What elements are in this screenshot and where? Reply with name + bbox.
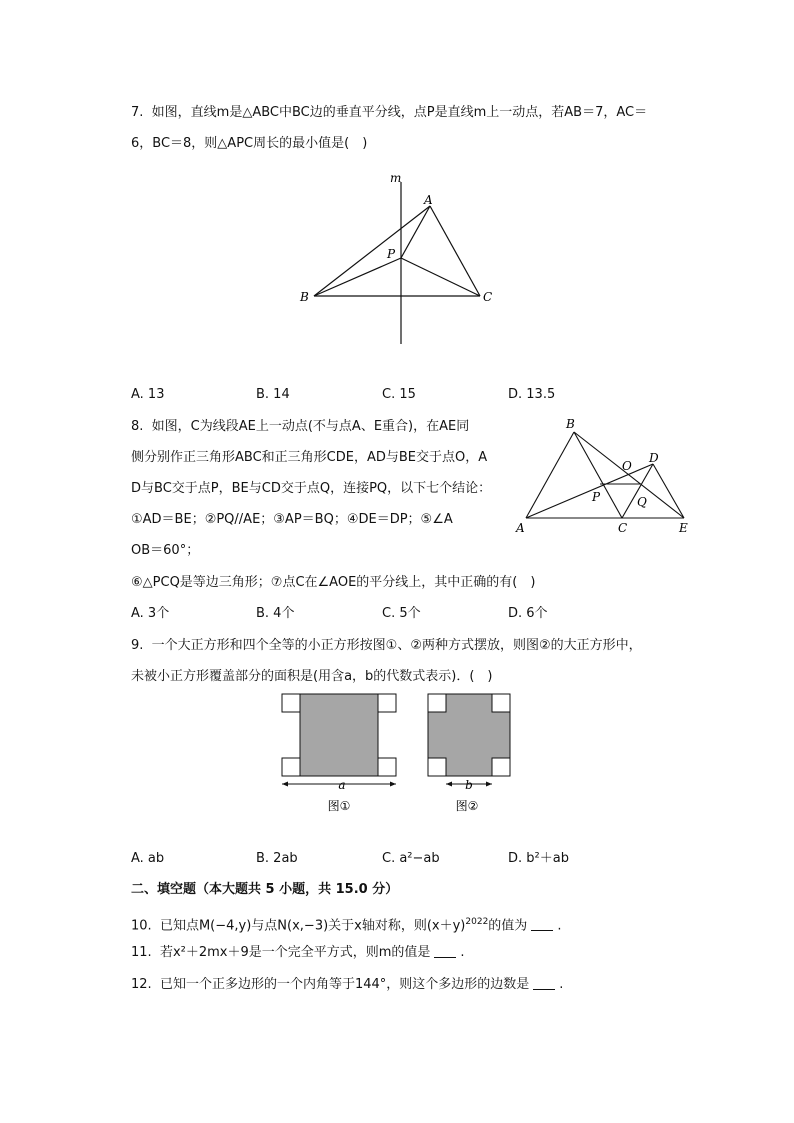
q7-label-P: P: [387, 247, 396, 261]
q8-label-P: P: [592, 490, 601, 504]
q9-caption-1: 图①: [327, 799, 351, 813]
q8-line2: 侧分别作正三角形ABC和正三角形CDE，AD与BE交于点O，A: [131, 450, 488, 465]
q7-option-a: A. 13: [131, 387, 165, 402]
q9-option-a: A. ab: [131, 851, 165, 866]
q8-option-a: A. 3个: [131, 606, 170, 621]
q7-label-C: C: [483, 290, 493, 304]
q9-dim-a: a: [338, 778, 346, 792]
q12-answer-blank[interactable]: [533, 976, 555, 990]
q9-caption-2: 图②: [455, 799, 479, 813]
q9-figure-2: [420, 686, 520, 818]
q7-option-c: C. 15: [382, 387, 416, 402]
q8-label-O: O: [622, 459, 632, 473]
q9-option-d: D. b²＋ab: [508, 851, 569, 866]
q8-line6: ⑥△PCQ是等边三角形；⑦点C在∠AOE的平分线上，其中正确的有( ): [131, 575, 536, 590]
q10-line: 10. 已知点M(−4,y)与点N(x,−3)关于x轴对称，则$(x+y)^{2022}$的值为 .: [131, 917, 562, 934]
q8-label-C: C: [618, 521, 628, 535]
q9-figure-1: [276, 686, 411, 818]
q7-label-A: A: [424, 193, 433, 207]
q8-option-b: B. 4个: [256, 606, 295, 621]
q7-line1: 7. 如图，直线m是△ABC中BC边的垂直平分线，点P是直线m上一动点，若AB＝7，AC＝: [131, 105, 648, 120]
q8-option-c: C. 5个: [382, 606, 421, 621]
section-fill-in-title: 二、填空题（本大题共 5 小题，共 15.0 分）: [131, 882, 399, 897]
q9-line2: 未被小正方形覆盖部分的面积是(用含a，b的代数式表示)．( ): [131, 669, 493, 684]
q8-label-E: E: [679, 521, 688, 535]
q11-answer-blank[interactable]: [434, 944, 456, 958]
q7-label-m: m: [390, 171, 402, 185]
q7-option-d: D. 13.5: [508, 387, 556, 402]
q7-line2: 6，BC＝8，则△APC周长的最小值是( ): [131, 136, 368, 151]
q8-label-D: D: [649, 451, 659, 465]
q11-line: 11. 若x²＋2mx＋9是一个完全平方式，则m的值是 .: [131, 945, 465, 960]
q9-line1: 9. 一个大正方形和四个全等的小正方形按图①、②两种方式摆放，则图②的大正方形中，: [131, 638, 642, 653]
q7-label-B: B: [300, 290, 309, 304]
q8-figure: [512, 412, 702, 538]
q8-label-A: A: [516, 521, 525, 535]
q8-label-B: B: [566, 417, 575, 431]
q8-line1: 8. 如图，C为线段AE上一动点(不与点A、E重合)，在AE同: [131, 419, 470, 434]
q8-option-d: D. 6个: [508, 606, 548, 621]
q7-figure: [290, 168, 510, 350]
q9-dim-b: b: [465, 778, 473, 792]
q9-option-c: C. a²−ab: [382, 851, 440, 866]
q8-line5: OB＝60°；: [131, 543, 200, 558]
q10-answer-blank[interactable]: [531, 917, 553, 931]
q9-option-b: B. 2ab: [256, 851, 298, 866]
q8-line3: D与BC交于点P，BE与CD交于点Q，连接PQ，以下七个结论：: [131, 481, 492, 496]
q8-label-Q: Q: [637, 495, 647, 509]
q12-line: 12. 已知一个正多边形的一个内角等于144°，则这个多边形的边数是 .: [131, 977, 564, 992]
q7-option-b: B. 14: [256, 387, 290, 402]
q8-line4: ①AD＝BE；②PQ//AE；③AP＝BQ；④DE＝DP；⑤∠A: [131, 512, 453, 527]
